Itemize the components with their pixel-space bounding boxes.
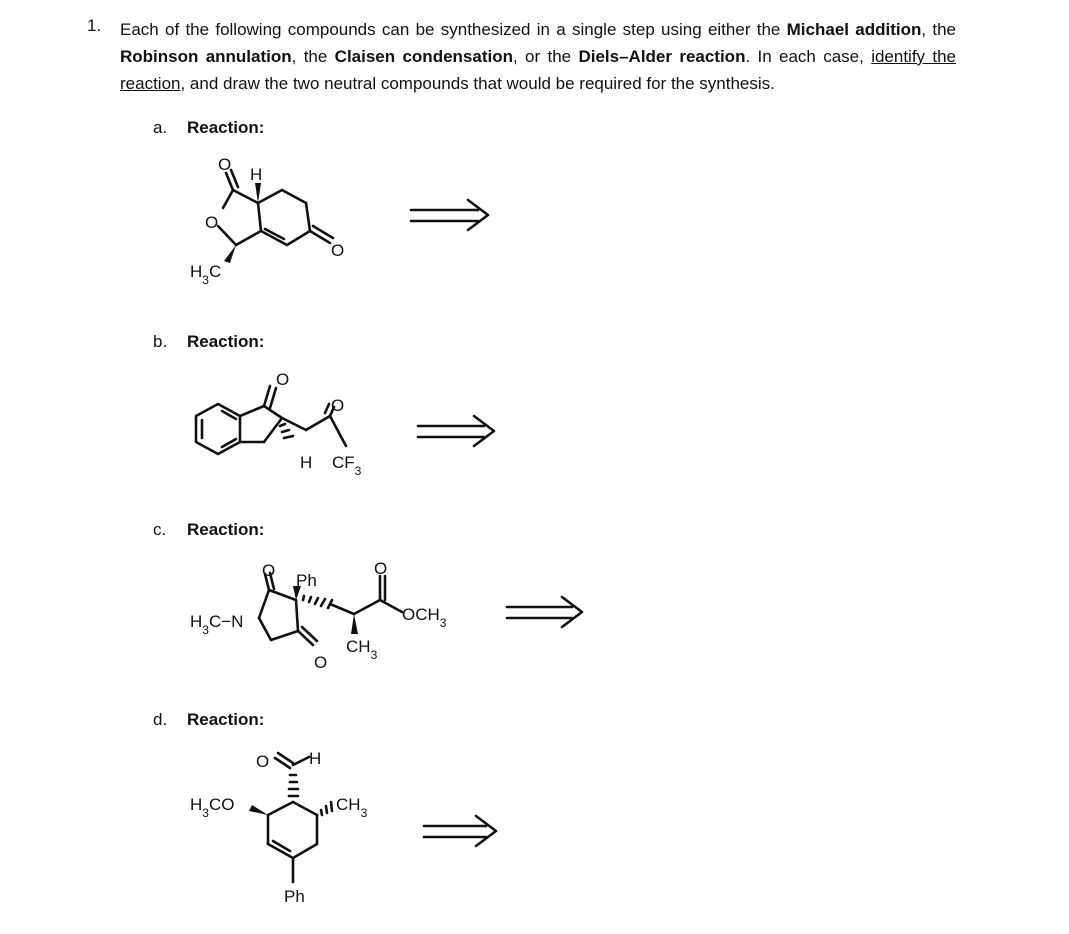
structure-c [190, 559, 447, 672]
atom-label: O [331, 396, 345, 415]
part-d-letter: d. [153, 710, 168, 729]
atom-label: H [309, 749, 322, 768]
part-b-reaction-label: Reaction: [187, 332, 265, 351]
atom-label: O [262, 561, 276, 580]
part-c-letter: c. [153, 520, 167, 539]
bold-term: Robinson annulation [120, 47, 292, 66]
part-a-reaction-label: Reaction: [187, 118, 265, 137]
atom-label: O [374, 559, 388, 578]
atom-label: O [276, 370, 290, 389]
retrosynthesis-arrow-icon [424, 816, 496, 846]
part-a-letter: a. [153, 118, 168, 137]
atom-label: $OCH_3$ [402, 605, 447, 630]
text-run: Each of the following compounds can be synthesized in a single step using either the [120, 20, 787, 39]
atom-label: Ph [296, 571, 317, 590]
retrosynthesis-arrow-icon [411, 200, 488, 230]
structure-a [190, 155, 344, 287]
underlined-phrase: identify the reaction [120, 47, 957, 93]
atom-label: Ph [284, 887, 305, 906]
part-d-reaction-label: Reaction: [187, 710, 265, 729]
atom-label: O [218, 155, 232, 174]
atom-label: O [314, 653, 328, 672]
bold-term: Claisen condensation [334, 47, 513, 66]
atom-label: $H_3C$ [190, 262, 222, 287]
retrosynthesis-arrow-icon [507, 597, 582, 627]
retrosynthesis-arrow-icon [418, 416, 494, 446]
text-run: , or the [512, 47, 579, 66]
atom-label: $CH_3$ [346, 637, 378, 662]
structure-b [196, 370, 362, 478]
part-c-reaction-label: Reaction: [187, 520, 265, 539]
atom-label: $CF_3$ [332, 453, 362, 478]
atom-label: O [256, 752, 270, 771]
bold-term: Diels–Alder reaction [578, 47, 746, 66]
text-run: . In each case, [745, 47, 872, 66]
text-run: , the [291, 47, 335, 66]
atom-label: $CH_3$ [336, 795, 368, 820]
atom-label: $H_3C-N$ [190, 612, 244, 637]
atom-label: O [205, 213, 219, 232]
text-run: , the [921, 20, 956, 39]
structure-d [190, 749, 368, 906]
bold-term: Michael addition [786, 20, 922, 39]
question-number: 1. [87, 16, 102, 35]
atom-label: H [300, 453, 313, 472]
part-b-letter: b. [153, 332, 168, 351]
text-run: , and draw the two neutral compounds that would be required for the synthesis. [180, 74, 775, 93]
atom-label: O [331, 241, 345, 260]
atom-label: H [250, 165, 263, 184]
atom-label: $H_3CO$ [190, 795, 235, 820]
